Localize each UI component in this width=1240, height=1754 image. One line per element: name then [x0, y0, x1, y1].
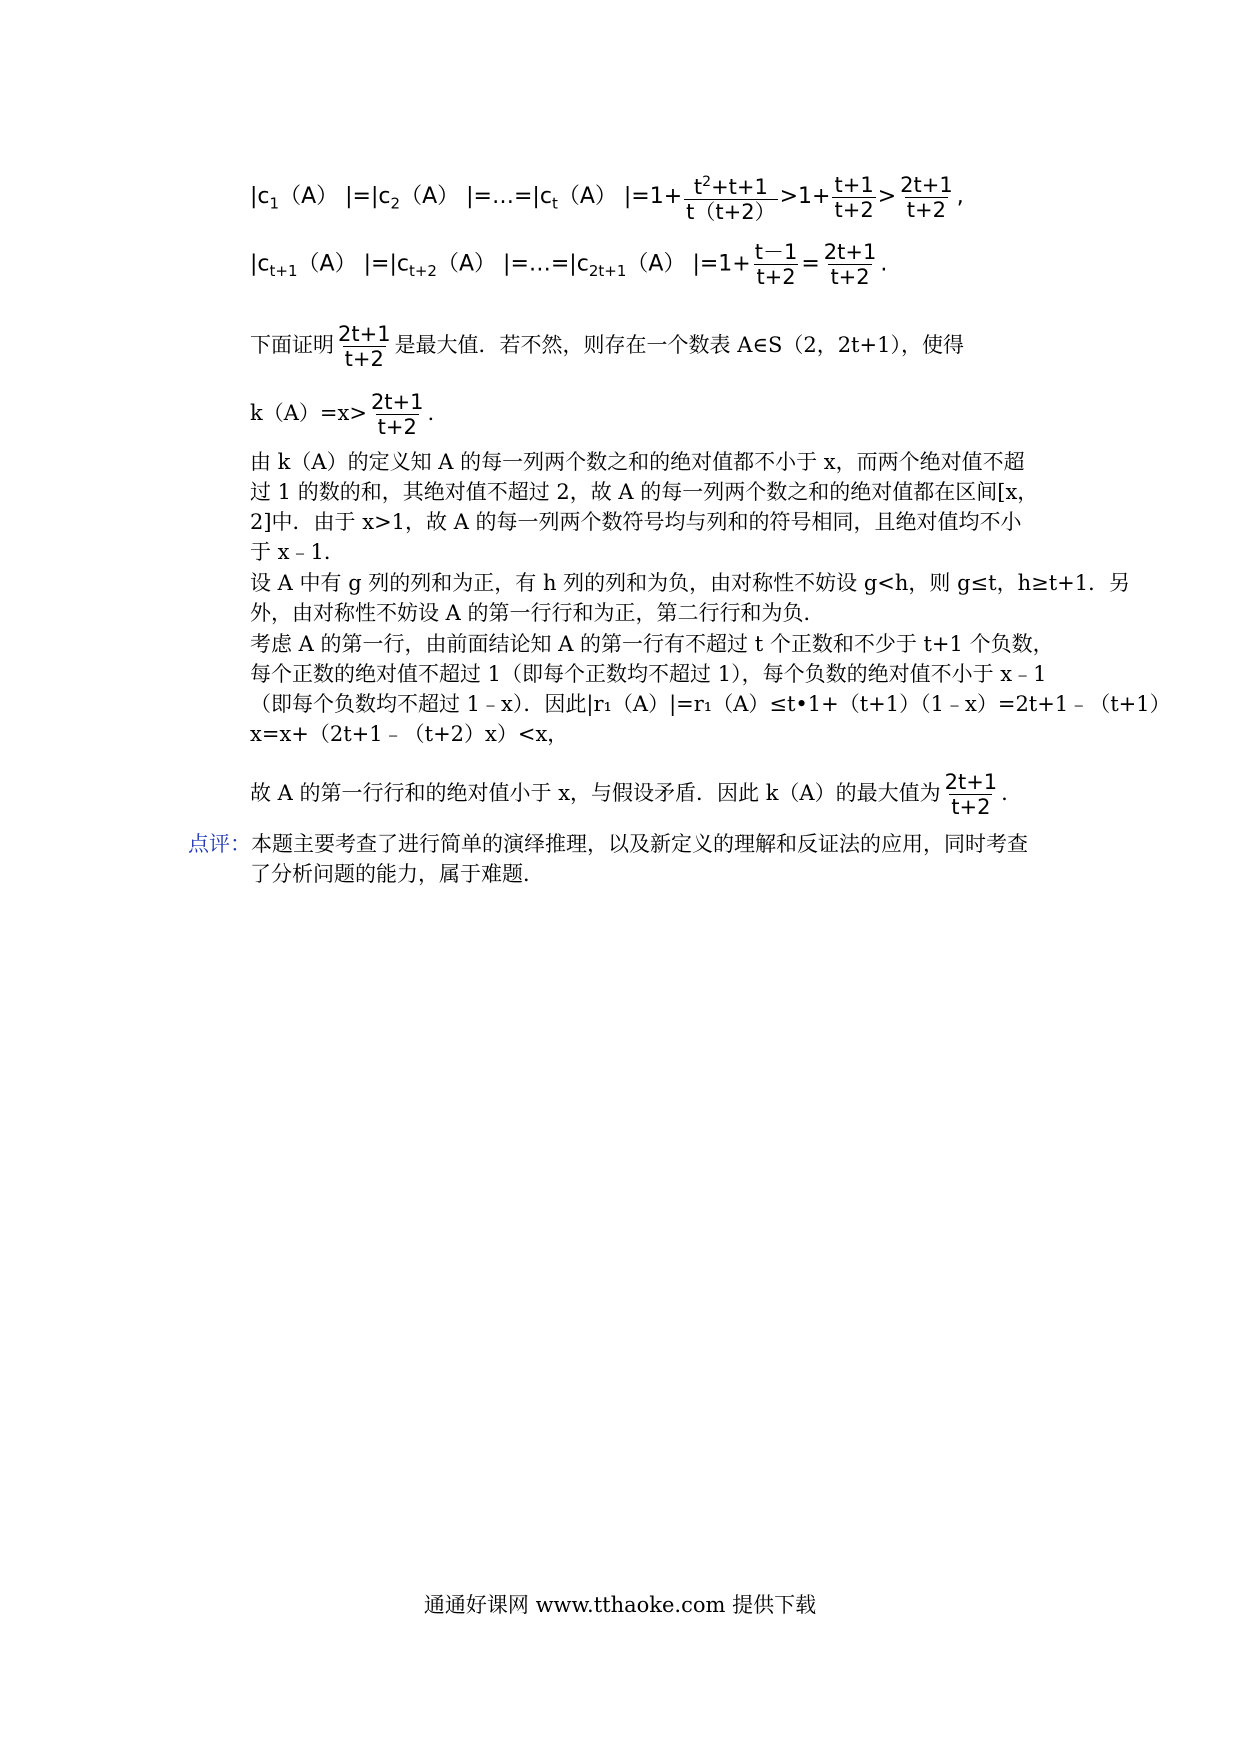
ellipsis-sep: |=…=| — [503, 251, 577, 277]
para2-line: 外，由对称性不妨设 A 的第一行行和为正，第二行行和为负． — [250, 601, 825, 625]
para3-line: 考虑 A 的第一行，由前面结论知 A 的第一行有不超过 t 个正数和不少于 t+1 个负数， — [250, 632, 1054, 656]
c-2t1-subscript: 2t+1 — [588, 261, 627, 280]
kx-line: k（A）=x> $\frac{2t+1}{t+2}$ . — [250, 390, 435, 439]
formula-line-2: $|c_{t+1}(A)$ $|=|c_{t+2}(A)$ $|=\dots=|c_{2t+1}(A)$ |=1+ $\frac{t-1}{t+2}$ = $\frac{2t+1}{t+2}$ . — [250, 240, 888, 289]
para1-line: 2]中．由于 x>1，故 A 的每一列两个数符号均与列和的符号相同，且绝对值均不小 — [250, 510, 1022, 534]
comment-text: 本题主要考查了进行简单的演绎推理，以及新定义的理解和反证法的应用，同时考查 — [251, 832, 1028, 856]
arg-a: （A） — [279, 184, 339, 209]
ct-subscript: t — [551, 194, 558, 213]
greater-than: >1+ — [779, 184, 831, 209]
fraction-5: $\frac{2t+1}{t+2}$ — [823, 240, 877, 289]
c2-subscript: 2 — [390, 194, 401, 213]
equals-one-plus: |=1+ — [623, 184, 683, 209]
arg-a: （A） — [557, 184, 617, 209]
footer-text: 通通好课网 www.tthaoke.com 提供下载 — [423, 1593, 817, 1617]
greater-than: > — [877, 184, 897, 209]
comment-label: 点评： — [188, 832, 251, 856]
para2-line: 设 A 中有 g 列的列和为正，有 h 列的列和为负，由对称性不妨设 g<h，则 g≤t，h≥t+1．另 — [250, 571, 1131, 595]
proof-intro: 下面证明 $\frac{2t+1}{t+2}$ 是最大值．若不然，则存在一个数表 A∈S（2，2t+1），使得 — [250, 322, 964, 371]
fraction-7: $\frac{2t+1}{t+2}$ — [370, 390, 424, 439]
arg-a: （A） — [436, 251, 497, 277]
equals-sep: |=| — [363, 251, 397, 277]
arg-a: （A） — [626, 251, 686, 277]
c-2t1-symbol: c — [576, 251, 589, 277]
fraction-8: $\frac{2t+1}{t+2}$ — [944, 770, 998, 819]
c2-symbol: c — [378, 184, 391, 209]
fraction-6: $\frac{2t+1}{t+2}$ — [338, 322, 391, 371]
equals: = — [801, 251, 820, 277]
c-t2-symbol: c — [396, 251, 409, 277]
conclusion-line: 故 A 的第一行行和的绝对值小于 x，与假设矛盾．因此 k（A）的最大值为 $\frac{2t+1}{t+2}$ . — [250, 770, 1008, 819]
comment-line-1 — [188, 829, 1088, 859]
ellipsis-sep: |=…=| — [466, 184, 540, 209]
comment-line-2: 了分析问题的能力，属于难题． — [250, 862, 544, 886]
para3-line: （即每个负数均不超过 1﹣x）．因此|r₁（A）|=r₁（A）≤t•1+（t+1）（1﹣x）=2t+1﹣（t+1） — [250, 692, 1171, 716]
c-t1-symbol: c — [257, 251, 270, 277]
para3-line: x=x+（2t+1﹣（t+2）x）<x， — [250, 722, 569, 746]
c-t1-subscript: t+1 — [269, 261, 298, 280]
para3-line: 每个正数的绝对值不超过 1（即每个正数均不超过 1），每个负数的绝对值不小于 x﹣1 — [250, 662, 1047, 686]
fraction-1: $\frac{t^2+t+1}{t(t+2)}$ — [686, 174, 776, 224]
equals-one-plus: |=1+ — [692, 251, 751, 277]
fraction-4: $\frac{t-1}{t+2}$ — [754, 240, 798, 289]
formula-line-1: $|c_1(A)$ $|=|c_2(A)$ $|=\dots=|c_t(A)$ |=1+ $\frac{t^2+t+1}{t(t+2)}$ >1+ $\frac{t+1}{t+2}$ > $\frac{2t+1}{t+2}$ , — [250, 170, 1070, 224]
arg-a: （A） — [400, 184, 460, 209]
arg-a: （A） — [297, 251, 357, 277]
para1-line: 由 k（A）的定义知 A 的每一列两个数之和的绝对值都不小于 x，而两个绝对值不超 — [250, 450, 1025, 474]
fraction-2: $\frac{t+1}{t+2}$ — [834, 172, 874, 222]
para1-line: 过 1 的数的和，其绝对值不超过 2，故 A 的每一列两个数之和的绝对值都在区间[x， — [250, 480, 1039, 504]
ct-symbol: c — [539, 184, 552, 209]
para1-line: 于 x﹣1． — [250, 540, 345, 564]
equals-sep: |=| — [345, 184, 379, 209]
fraction-3: $\frac{2t+1}{t+2}$ — [900, 172, 953, 222]
c1-symbol: c — [257, 184, 270, 209]
c1-subscript: 1 — [269, 194, 280, 213]
c-t2-subscript: t+2 — [408, 261, 437, 280]
